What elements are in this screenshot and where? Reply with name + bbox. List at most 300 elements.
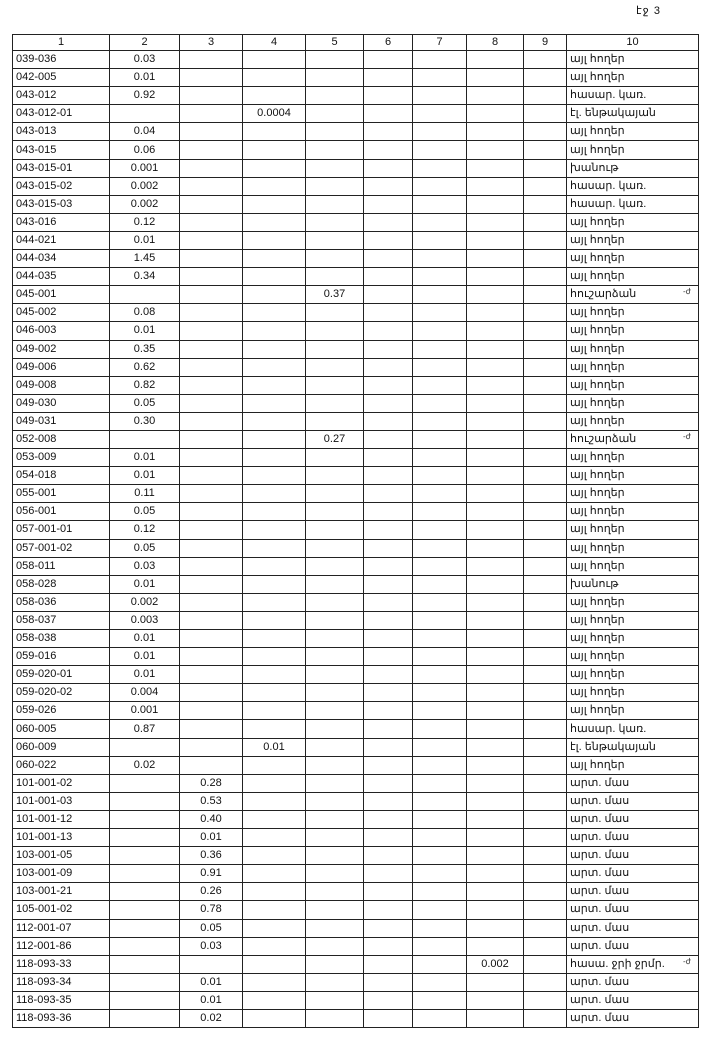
area-cell-col-3 [180,611,243,629]
area-cell-col-6 [364,991,413,1009]
area-cell-col-9 [524,195,567,213]
area-cell-col-8 [467,901,524,919]
area-cell-col-5 [306,141,364,159]
area-cell-col-3 [180,467,243,485]
area-cell-col-5 [306,593,364,611]
area-cell-col-3 [180,69,243,87]
table-row [13,720,699,738]
area-cell-col-3: 0.01 [180,973,243,991]
area-cell-col-5 [306,702,364,720]
area-cell-col-3: 0.01 [180,991,243,1009]
area-cell-col-4 [243,521,306,539]
land-use-cell: այլ հողեր [567,449,699,467]
area-cell-col-4 [243,159,306,177]
area-cell-col-9 [524,250,567,268]
area-cell-col-5 [306,684,364,702]
area-cell-col-4 [243,394,306,412]
area-cell-col-3 [180,557,243,575]
area-cell-col-7 [413,919,467,937]
land-use-cell: այլ հողեր [567,648,699,666]
area-cell-col-5 [306,467,364,485]
area-cell-col-6 [364,412,413,430]
area-cell-col-9 [524,919,567,937]
area-cell-col-4 [243,340,306,358]
area-cell-col-3 [180,322,243,340]
area-cell-col-6 [364,231,413,249]
area-cell-col-9 [524,738,567,756]
area-cell-col-9 [524,557,567,575]
area-cell-col-6 [364,738,413,756]
area-cell-col-5 [306,123,364,141]
area-cell-col-4 [243,322,306,340]
area-cell-col-2 [110,105,180,123]
area-cell-col-7 [413,847,467,865]
area-cell-col-8 [467,883,524,901]
area-cell-col-8 [467,213,524,231]
area-cell-col-3 [180,51,243,69]
area-cell-col-8 [467,829,524,847]
area-cell-col-2: 0.34 [110,268,180,286]
area-cell-col-2: 0.92 [110,87,180,105]
area-cell-col-3 [180,503,243,521]
area-cell-col-4 [243,810,306,828]
area-cell-col-9 [524,87,567,105]
area-cell-col-8 [467,756,524,774]
area-cell-col-2: 0.82 [110,376,180,394]
table-row [13,991,699,1009]
area-cell-col-3 [180,231,243,249]
land-use-cell: այլ հողեր [567,340,699,358]
area-cell-col-5 [306,774,364,792]
area-cell-col-4 [243,286,306,304]
area-cell-col-8 [467,774,524,792]
area-cell-col-4 [243,358,306,376]
area-cell-col-5 [306,557,364,575]
table-row [13,648,699,666]
area-cell-col-5 [306,883,364,901]
area-cell-col-5 [306,449,364,467]
area-cell-col-9 [524,901,567,919]
parcel-code-cell: 101-001-12 [13,810,110,828]
area-cell-col-8 [467,865,524,883]
area-cell-col-9 [524,412,567,430]
area-cell-col-4 [243,648,306,666]
parcel-code-cell: 043-012 [13,87,110,105]
area-cell-col-4 [243,611,306,629]
area-cell-col-2: 0.004 [110,684,180,702]
parcel-code-cell: 059-016 [13,648,110,666]
area-cell-col-3: 0.53 [180,792,243,810]
area-cell-col-2 [110,955,180,973]
area-cell-col-2: 0.003 [110,611,180,629]
area-cell-col-8 [467,394,524,412]
area-cell-col-4 [243,829,306,847]
area-cell-col-5 [306,611,364,629]
table-row [13,304,699,322]
parcel-code-cell: 058-028 [13,575,110,593]
area-cell-col-3 [180,123,243,141]
area-cell-col-3 [180,575,243,593]
area-cell-col-8 [467,430,524,448]
table-row [13,1009,699,1027]
parcel-code-cell: 045-001 [13,286,110,304]
area-cell-col-8 [467,630,524,648]
area-cell-col-3: 0.26 [180,883,243,901]
area-cell-col-7 [413,51,467,69]
land-use-cell: այլ հողեր [567,412,699,430]
area-cell-col-4 [243,557,306,575]
area-cell-col-2 [110,883,180,901]
area-cell-col-9 [524,141,567,159]
area-cell-col-5 [306,937,364,955]
table-row [13,521,699,539]
parcel-code-cell: 058-038 [13,630,110,648]
area-cell-col-7 [413,231,467,249]
area-cell-col-2: 0.03 [110,51,180,69]
parcel-code-cell: 059-020-01 [13,666,110,684]
table-row [13,684,699,702]
table-row [13,593,699,611]
area-cell-col-8 [467,87,524,105]
area-cell-col-3 [180,756,243,774]
area-cell-col-9 [524,774,567,792]
area-cell-col-2: 0.01 [110,630,180,648]
area-cell-col-2 [110,1009,180,1027]
area-cell-col-6 [364,358,413,376]
land-use-cell: արտ. մաս [567,865,699,883]
area-cell-col-8 [467,847,524,865]
area-cell-col-2 [110,901,180,919]
land-use-cell: հուշարձան [567,286,699,304]
area-cell-col-8 [467,51,524,69]
area-cell-col-3: 0.03 [180,937,243,955]
table-row [13,376,699,394]
column-header-9: 9 [524,35,567,51]
area-cell-col-2 [110,919,180,937]
area-cell-col-6 [364,720,413,738]
area-cell-col-5 [306,412,364,430]
area-cell-col-3: 0.05 [180,919,243,937]
area-cell-col-2: 0.05 [110,503,180,521]
area-cell-col-9 [524,340,567,358]
parcel-code-cell: 042-005 [13,69,110,87]
land-use-cell: այլ հողեր [567,250,699,268]
table-row [13,286,699,304]
parcel-code-cell: 039-036 [13,51,110,69]
table-row [13,123,699,141]
table-row [13,430,699,448]
land-use-cell: այլ հողեր [567,51,699,69]
area-cell-col-2: 0.11 [110,485,180,503]
column-header-1: 1 [13,35,110,51]
area-cell-col-4 [243,847,306,865]
area-cell-col-9 [524,51,567,69]
parcel-code-cell: 058-037 [13,611,110,629]
land-use-cell: արտ. մաս [567,973,699,991]
area-cell-col-5 [306,955,364,973]
area-cell-col-3 [180,340,243,358]
area-cell-col-8 [467,720,524,738]
area-cell-col-7 [413,648,467,666]
area-cell-col-6 [364,829,413,847]
area-cell-col-6 [364,105,413,123]
area-cell-col-6 [364,268,413,286]
table-row [13,213,699,231]
area-cell-col-4 [243,666,306,684]
area-cell-col-4 [243,865,306,883]
area-cell-col-6 [364,430,413,448]
table-row [13,883,699,901]
parcel-code-cell: 044-034 [13,250,110,268]
column-header-3: 3 [180,35,243,51]
area-cell-col-6 [364,449,413,467]
area-cell-col-2: 0.002 [110,195,180,213]
area-cell-col-2: 0.01 [110,467,180,485]
area-cell-col-6 [364,141,413,159]
area-cell-col-7 [413,69,467,87]
table-row [13,630,699,648]
area-cell-col-2 [110,738,180,756]
area-cell-col-3 [180,376,243,394]
area-cell-col-8 [467,611,524,629]
parcel-code-cell: 101-001-03 [13,792,110,810]
land-use-cell: այլ հողեր [567,394,699,412]
area-cell-col-9 [524,177,567,195]
area-cell-col-2 [110,991,180,1009]
area-cell-col-2: 0.02 [110,756,180,774]
column-header-6: 6 [364,35,413,51]
area-cell-col-8 [467,973,524,991]
area-cell-col-2: 0.002 [110,177,180,195]
table-row [13,87,699,105]
page-number: էջ 3 [636,5,661,17]
area-cell-col-7 [413,720,467,738]
area-cell-col-5 [306,358,364,376]
land-use-cell: այլ հողեր [567,141,699,159]
area-cell-col-2: 0.01 [110,575,180,593]
area-cell-col-6 [364,51,413,69]
area-cell-col-9 [524,159,567,177]
area-cell-col-3 [180,485,243,503]
table-row [13,358,699,376]
parcel-code-cell: 049-031 [13,412,110,430]
land-use-cell: խանութ [567,575,699,593]
area-cell-col-6 [364,87,413,105]
area-cell-col-5 [306,394,364,412]
parcel-code-cell: 118-093-35 [13,991,110,1009]
area-cell-col-7 [413,792,467,810]
parcel-code-cell: 057-001-02 [13,539,110,557]
area-cell-col-6 [364,177,413,195]
area-cell-col-8 [467,105,524,123]
area-cell-col-3: 0.40 [180,810,243,828]
area-cell-col-7 [413,557,467,575]
area-cell-col-9 [524,503,567,521]
area-cell-col-4 [243,919,306,937]
area-cell-col-8 [467,141,524,159]
area-cell-col-5 [306,973,364,991]
parcel-code-cell: 103-001-05 [13,847,110,865]
area-cell-col-6 [364,756,413,774]
area-cell-col-3 [180,449,243,467]
area-cell-col-6 [364,593,413,611]
area-cell-col-9 [524,485,567,503]
area-cell-col-4 [243,123,306,141]
area-cell-col-6 [364,485,413,503]
parcel-code-cell: 105-001-02 [13,901,110,919]
area-cell-col-6 [364,539,413,557]
area-cell-col-3: 0.78 [180,901,243,919]
area-cell-col-6 [364,195,413,213]
area-cell-col-8 [467,792,524,810]
area-cell-col-8 [467,358,524,376]
parcel-code-cell: 060-009 [13,738,110,756]
area-cell-col-7 [413,87,467,105]
parcel-code-cell: 043-012-01 [13,105,110,123]
area-cell-col-7 [413,937,467,955]
area-cell-col-8 [467,250,524,268]
area-cell-col-7 [413,177,467,195]
area-cell-col-8 [467,919,524,937]
area-cell-col-8 [467,648,524,666]
area-cell-col-9 [524,937,567,955]
area-cell-col-6 [364,521,413,539]
table-body [13,51,699,1028]
land-use-cell: այլ հողեր [567,376,699,394]
area-cell-col-7 [413,756,467,774]
area-cell-col-9 [524,322,567,340]
parcel-code-cell: 060-005 [13,720,110,738]
parcel-code-cell: 054-018 [13,467,110,485]
table-row [13,937,699,955]
area-cell-col-3 [180,358,243,376]
area-cell-col-2: 0.03 [110,557,180,575]
area-cell-col-2 [110,286,180,304]
area-cell-col-8 [467,593,524,611]
area-cell-col-9 [524,593,567,611]
area-cell-col-9 [524,865,567,883]
table-row [13,666,699,684]
area-cell-col-3 [180,521,243,539]
land-use-cell: այլ հողեր [567,467,699,485]
area-cell-col-3: 0.02 [180,1009,243,1027]
area-cell-col-4 [243,412,306,430]
land-use-cell: այլ հողեր [567,611,699,629]
area-cell-col-7 [413,485,467,503]
area-cell-col-4 [243,901,306,919]
area-cell-col-9 [524,286,567,304]
parcel-code-cell: 103-001-21 [13,883,110,901]
area-cell-col-3 [180,195,243,213]
column-header-4: 4 [243,35,306,51]
area-cell-col-3 [180,304,243,322]
area-cell-col-6 [364,286,413,304]
area-cell-col-3 [180,630,243,648]
area-cell-col-2: 0.87 [110,720,180,738]
land-use-cell: հասար. կառ. [567,195,699,213]
parcel-code-cell: 046-003 [13,322,110,340]
area-cell-col-2: 0.01 [110,648,180,666]
margin-note: -ժ [683,287,691,297]
column-header-7: 7 [413,35,467,51]
area-cell-col-5 [306,919,364,937]
table-row [13,829,699,847]
column-header-8: 8 [467,35,524,51]
area-cell-col-7 [413,539,467,557]
area-cell-col-2 [110,792,180,810]
area-cell-col-7 [413,829,467,847]
land-use-cell: էլ. ենթակայան [567,738,699,756]
area-cell-col-4 [243,177,306,195]
margin-note: -ժ [683,957,691,966]
area-cell-col-9 [524,702,567,720]
area-cell-col-2: 0.12 [110,521,180,539]
area-cell-col-6 [364,774,413,792]
land-use-cell: այլ հողեր [567,756,699,774]
area-cell-col-4 [243,702,306,720]
area-cell-col-4: 0.0004 [243,105,306,123]
parcel-code-cell: 060-022 [13,756,110,774]
area-cell-col-8 [467,412,524,430]
area-cell-col-4 [243,539,306,557]
area-cell-col-6 [364,937,413,955]
area-cell-col-8 [467,322,524,340]
area-cell-col-6 [364,1009,413,1027]
area-cell-col-9 [524,720,567,738]
land-use-cell: այլ հողեր [567,702,699,720]
parcel-code-cell: 045-002 [13,304,110,322]
land-use-cell: այլ հողեր [567,304,699,322]
area-cell-col-8 [467,376,524,394]
area-cell-col-6 [364,250,413,268]
land-use-cell: այլ հողեր [567,630,699,648]
area-cell-col-7 [413,955,467,973]
area-cell-col-8 [467,539,524,557]
area-cell-col-4 [243,195,306,213]
area-cell-col-9 [524,69,567,87]
area-cell-col-9 [524,575,567,593]
parcel-code-cell: 043-015-01 [13,159,110,177]
land-use-cell: հասար. կառ. [567,87,699,105]
area-cell-col-9 [524,684,567,702]
area-cell-col-6 [364,611,413,629]
area-cell-col-9 [524,358,567,376]
land-use-cell: արտ. մաս [567,883,699,901]
area-cell-col-8 [467,684,524,702]
area-cell-col-7 [413,738,467,756]
parcel-code-cell: 101-001-13 [13,829,110,847]
area-cell-col-9 [524,449,567,467]
area-cell-col-5 [306,87,364,105]
land-use-cell: խանութ [567,159,699,177]
area-cell-col-7 [413,593,467,611]
parcel-code-cell: 049-030 [13,394,110,412]
area-cell-col-4 [243,955,306,973]
area-cell-col-7 [413,286,467,304]
area-cell-col-6 [364,123,413,141]
area-cell-col-2: 0.05 [110,539,180,557]
area-cell-col-5 [306,340,364,358]
land-use-cell: այլ հողեր [567,684,699,702]
area-cell-col-3 [180,177,243,195]
table-row [13,774,699,792]
area-cell-col-2 [110,829,180,847]
column-header-10: 10 [567,35,699,51]
parcel-code-cell: 112-001-07 [13,919,110,937]
area-cell-col-4 [243,684,306,702]
area-cell-col-7 [413,991,467,1009]
table-row [13,467,699,485]
